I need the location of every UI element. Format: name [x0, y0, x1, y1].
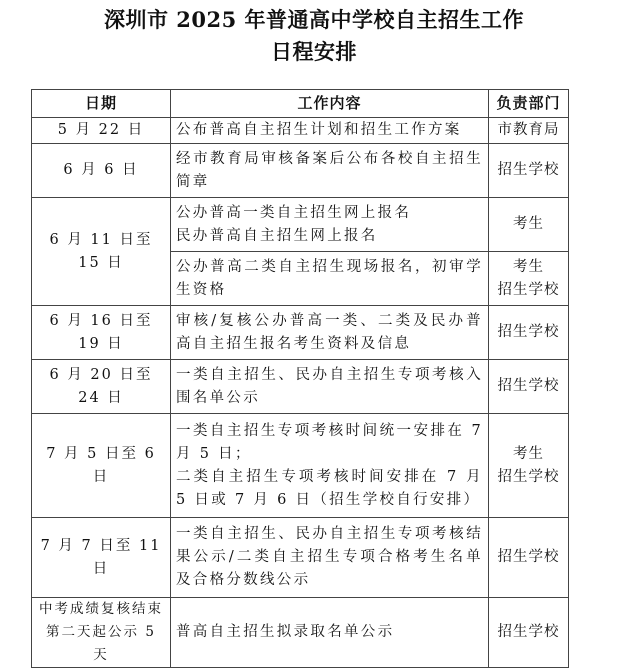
- header-content: 工作内容: [171, 90, 489, 118]
- row-date: 6 月 20 日至 24 日: [32, 360, 171, 414]
- row-date: 6 月 11 日至 15 日: [32, 198, 171, 306]
- row-date-line: 中考成绩复核结束: [39, 601, 163, 617]
- row-date: [32, 598, 171, 668]
- row-date: 6 月 16 日至 19 日: [32, 306, 171, 360]
- page-subtitle: 日程安排: [271, 39, 357, 64]
- row-dept: 考生: [489, 198, 569, 252]
- row-dept: 招生学校: [489, 518, 569, 598]
- row-content-line: 公办普高一类自主招生网上报名: [176, 204, 412, 221]
- row-content-line: 民办普高自主招生网上报名: [176, 227, 378, 244]
- row-content: 一类自主招生、民办自主招生专项考核入围名单公示: [171, 360, 489, 414]
- row-dept: [489, 252, 569, 306]
- row-content: 经市教育局审核备案后公布各校自主招生简章: [171, 144, 489, 198]
- row-dept: 招生学校: [489, 144, 569, 198]
- row-content: 一类自主招生、民办自主招生专项考核结果公示/二类自主招生专项合格考生名单及合格分数线公示: [171, 518, 489, 598]
- row-dept-line: 考生: [513, 258, 544, 275]
- row-dept: 招生学校: [489, 360, 569, 414]
- table-row: [32, 198, 569, 252]
- header-dept: 负责部门: [489, 90, 569, 118]
- row-date-line: 第二天起公示 5 天: [46, 624, 156, 663]
- row-date: 7 月 5 日至 6 日: [32, 414, 171, 518]
- table-row: [32, 306, 569, 360]
- row-content: [171, 414, 489, 518]
- row-content: 公布普高自主招生计划和招生工作方案: [171, 118, 489, 144]
- schedule-table: [31, 89, 569, 668]
- row-dept: 市教育局: [489, 118, 569, 144]
- row-content: 公办普高二类自主招生现场报名，初审学生资格: [171, 252, 489, 306]
- table-row: [32, 360, 569, 414]
- row-content: 审核/复核公办普高一类、二类及民办普高自主招生报名考生资料及信息: [171, 306, 489, 360]
- table-row: [32, 144, 569, 198]
- table-row: [32, 118, 569, 144]
- row-dept-line: 招生学校: [497, 468, 560, 485]
- header-date: 日期: [32, 90, 171, 118]
- row-content: [171, 198, 489, 252]
- row-dept: 招生学校: [489, 306, 569, 360]
- row-dept: [489, 414, 569, 518]
- table-row: [32, 518, 569, 598]
- row-content: 普高自主招生拟录取名单公示: [171, 598, 489, 668]
- row-dept: 招生学校: [489, 598, 569, 668]
- row-date: 5 月 22 日: [32, 118, 171, 144]
- row-dept-line: 考生: [513, 445, 544, 462]
- row-dept-line: 招生学校: [497, 281, 560, 298]
- table-row: [32, 598, 569, 668]
- table-row: [32, 414, 569, 518]
- row-content-line: 一类自主招生专项考核时间统一安排在 7 月 5 日；: [176, 422, 483, 462]
- row-date: 7 月 7 日至 11 日: [32, 518, 171, 598]
- row-date: 6 月 6 日: [32, 144, 171, 198]
- row-content-line: 二类自主招生专项考核时间安排在 7 月 5 日或 7 月 6 日（招生学校自行安排）: [176, 468, 483, 508]
- page-title: 深圳市 2025 年普通高中学校自主招生工作: [103, 7, 525, 32]
- table-header-row: [32, 90, 569, 118]
